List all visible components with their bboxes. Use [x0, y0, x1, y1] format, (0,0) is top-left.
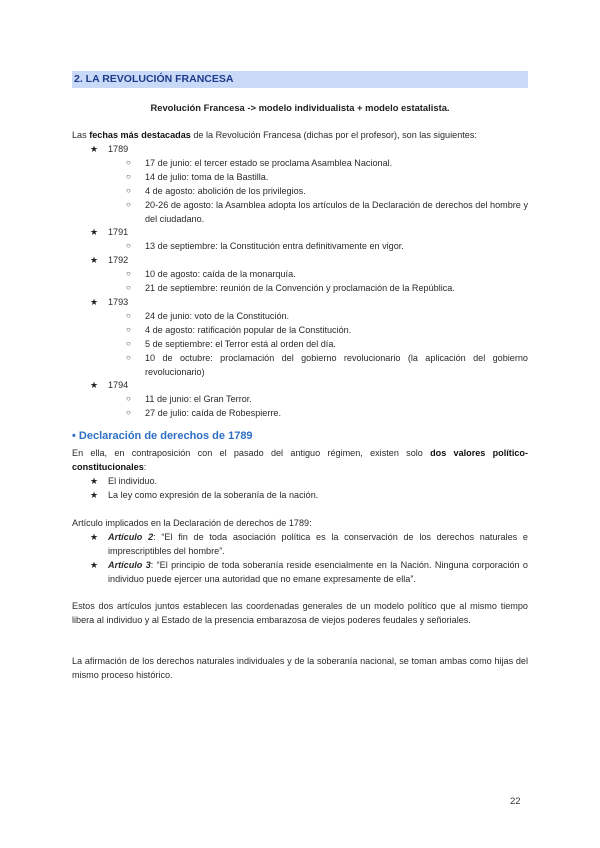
event-item: ○ 10 de agosto: caída de la monarquía. — [126, 269, 296, 279]
subtitle: Revolución Francesa -> modelo individualista + modelo estatalista. — [150, 102, 450, 113]
circle-bullet-icon: ○ — [126, 186, 131, 195]
event-item: ○ 20-26 de agosto: la Asamblea adopta los artículos de la Declaración de derechos del hombre y del ciudadano. — [126, 200, 528, 224]
year-item: ★ 1794 — [90, 380, 129, 390]
event-item: ○ 11 de junio: el Gran Terror. — [126, 394, 252, 404]
year-item: ★ 1793 — [90, 297, 129, 307]
event-item: ○ 10 de octubre: proclamación del gobierno revolucionario (la aplicación del gobierno revolucionario) — [126, 353, 528, 377]
event-item: ○ 27 de julio: caída de Robespierre. — [126, 408, 281, 418]
event-item: ○ 17 de junio: el tercer estado se proclama Asamblea Nacional. — [126, 158, 393, 168]
star-bullet-icon: ★ — [90, 560, 99, 570]
star-bullet-icon: ★ — [90, 476, 99, 486]
event-item: ○ 21 de septiembre: reunión de la Convención y proclamación de la República. — [126, 283, 455, 293]
circle-bullet-icon: ○ — [126, 353, 131, 362]
year-item: ★ 1791 — [90, 227, 129, 237]
year-item: ★ 1789 — [90, 144, 129, 154]
star-bullet-icon: ★ — [90, 144, 99, 154]
articles-intro: Artículo implicados en la Declaración de derechos de 1789: — [72, 518, 312, 528]
articles-paragraph: Estos dos artículos juntos establecen las coordenadas generales de un modelo político que al mismo tiempo libera al individuo y al Estado de la presencia embarazosa de viejos poderes feudales y señoriales. — [72, 601, 528, 625]
declaration-heading: • Declaración de derechos de 1789 — [72, 430, 253, 442]
circle-bullet-icon: ○ — [126, 269, 131, 278]
circle-bullet-icon: ○ — [126, 394, 131, 403]
section-heading: 2. LA REVOLUCIÓN FRANCESA — [72, 71, 528, 88]
star-bullet-icon: ★ — [90, 532, 99, 542]
circle-bullet-icon: ○ — [126, 339, 131, 348]
circle-bullet-icon: ○ — [126, 325, 131, 334]
star-bullet-icon: ★ — [90, 227, 99, 237]
page-number: 22 — [510, 796, 521, 807]
circle-bullet-icon: ○ — [126, 241, 131, 250]
event-item: ○ 24 de junio: voto de la Constitución. — [126, 311, 290, 321]
event-item: ○ 13 de septiembre: la Constitución entra definitivamente en vigor. — [126, 241, 404, 251]
circle-bullet-icon: ○ — [126, 283, 131, 292]
circle-bullet-icon: ○ — [126, 158, 131, 167]
article-item: ★ Artículo 3: “El principio de toda soberanía reside esencialmente en la Nación. Ninguna corporación o individuo puede ejercer una autoridad que no emane expresamente de ella”. — [90, 560, 528, 584]
value-item: ★ El individuo. — [90, 476, 158, 486]
year-item: ★ 1792 — [90, 255, 129, 265]
intro-paragraph: Las fechas más destacadas de la Revolución Francesa (dichas por el profesor), son las siguientes: — [72, 130, 477, 140]
event-item: ○ 4 de agosto: ratificación popular de la Constitución. — [126, 325, 352, 335]
closing-paragraph: La afirmación de los derechos naturales individuales y de la soberanía nacional, se toman ambas como hijas del mismo proceso histórico. — [72, 656, 528, 680]
declaration-paragraph: En ella, en contraposición con el pasado del antiguo régimen, existen solo dos valores político-constitucionales: — [72, 448, 528, 472]
value-item: ★ La ley como expresión de la soberanía de la nación. — [90, 490, 319, 500]
circle-bullet-icon: ○ — [126, 200, 131, 209]
circle-bullet-icon: ○ — [126, 311, 131, 320]
star-bullet-icon: ★ — [90, 255, 99, 265]
event-item: ○ 5 de septiembre: el Terror está al orden del día. — [126, 339, 336, 349]
event-item: ○ 4 de agosto: abolición de los privilegios. — [126, 186, 306, 196]
star-bullet-icon: ★ — [90, 490, 99, 500]
event-item: ○ 14 de julio: toma de la Bastilla. — [126, 172, 269, 182]
article-item: ★ Artículo 2: “El fin de toda asociación política es la conservación de los derechos naturales e imprescriptibles del hombre”. — [90, 532, 528, 556]
circle-bullet-icon: ○ — [126, 172, 131, 181]
circle-bullet-icon: ○ — [126, 408, 131, 417]
star-bullet-icon: ★ — [90, 297, 99, 307]
star-bullet-icon: ★ — [90, 380, 99, 390]
